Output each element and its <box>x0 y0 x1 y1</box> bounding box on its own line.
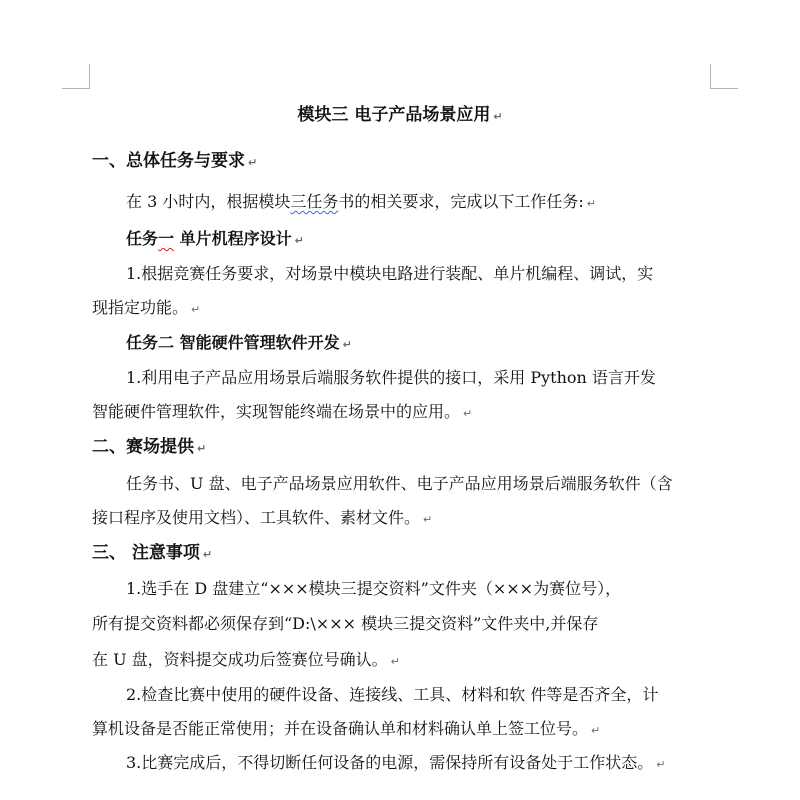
section-intro-paragraph: 在 3 小时内，根据模块三任务书的相关要求，完成以下工作任务: ↵ <box>126 192 596 211</box>
task1-paragraph-line-2: 现指定功能。 ↵ <box>92 298 201 317</box>
section-heading-venue-provided: 二、赛场提供 ↵ <box>92 437 207 457</box>
venue-paragraph-line-2: 接口程序及使用文档）、工具软件、素材文件。 ↵ <box>92 508 433 527</box>
section-heading-overall-tasks: 一、总体任务与要求 ↵ <box>92 151 258 171</box>
task2-heading: 任务二 智能硬件管理软件开发 ↵ <box>126 333 352 352</box>
notes-item3-line-1: 3.比赛完成后，不得切断任何设备的电源，需保持所有设备处于工作状态。 ↵ <box>126 753 666 772</box>
document-title: 模块三 电子产品场景应用 ↵ <box>297 105 503 125</box>
notes-item1-line-2: 所有提交资料都必须保存到“D:\××× 模块三提交资料”文件夹中,并保存 <box>92 614 599 633</box>
notes-item2-line-2: 算机设备是否能正常使用；并在设备确认单和材料确认单上签工位号。 ↵ <box>92 719 601 738</box>
notes-item1-line-3: 在 U 盘，资料提交成功后签赛位号确认。 ↵ <box>92 650 400 669</box>
spellcheck-underlined-text: 三任务 <box>290 192 339 211</box>
task1-paragraph-line-1: 1.根据竞赛任务要求，对场景中模块电路进行装配、单片机编程、调试，实 <box>126 264 654 283</box>
page-corner-mark-top-left <box>62 64 90 92</box>
notes-item1-line-1: 1.选手在 D 盘建立“×××模块三提交资料”文件夹（×××为赛位号）， <box>126 579 622 598</box>
paragraph-mark: ↵ <box>493 110 503 123</box>
venue-paragraph-line-1: 任务书、U 盘、电子产品场景应用软件、电子产品应用场景后端服务软件（含 <box>126 474 673 493</box>
task1-heading: 任务一 单片机程序设计 ↵ <box>126 229 304 248</box>
task2-paragraph-line-2: 智能硬件管理软件，实现智能终端在场景中的应用。 ↵ <box>92 402 473 421</box>
section-heading-notes: 三、 注意事项 ↵ <box>92 543 213 563</box>
task2-paragraph-line-1: 1.利用电子产品应用场景后端服务软件提供的接口，采用 Python 语言开发 <box>126 368 656 387</box>
notes-item2-line-1: 2.检查比赛中使用的硬件设备、连接线、工具、材料和软 件等是否齐全，计 <box>126 685 659 704</box>
page-corner-mark-top-right <box>710 64 738 92</box>
spellcheck-underlined-text: 一 <box>158 229 175 248</box>
